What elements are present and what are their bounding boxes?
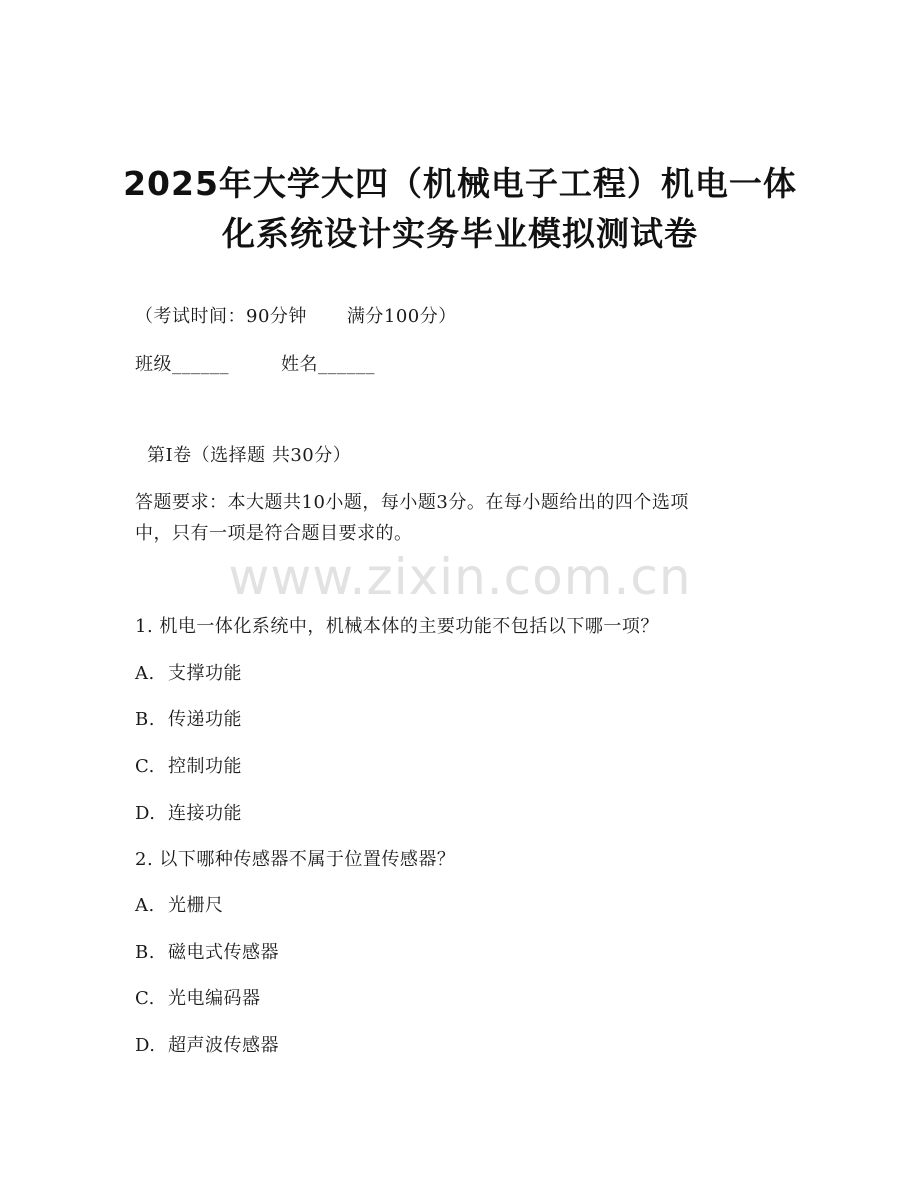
watermark: www.zixin.com.cn (228, 548, 692, 606)
option-text: 传递功能 (168, 709, 242, 730)
option-letter: A. (135, 663, 155, 684)
question-2-option-b (135, 938, 279, 964)
question-1-stem: 1. 机电一体化系统中，机械本体的主要功能不包括以下哪一项？ (135, 616, 659, 637)
question-1-option-c (135, 752, 242, 778)
option-letter: D. (135, 803, 156, 824)
class-field: 班级______ (135, 354, 229, 375)
instruction-line2: 中，只有一项是符合题目要求的。 (135, 523, 413, 544)
option-text: 支撑功能 (168, 663, 242, 684)
option-text: 控制功能 (168, 756, 242, 777)
exam-full-score: 满分100分） (346, 306, 457, 327)
option-text: 光栅尺 (168, 895, 224, 916)
question-2-option-c (135, 984, 261, 1010)
option-letter: C. (135, 756, 155, 777)
exam-title-line2: 化系统设计实务毕业模拟测试卷 (222, 214, 698, 253)
option-letter: A. (135, 895, 155, 916)
option-letter: B. (135, 709, 155, 730)
question-1-option-a (135, 659, 242, 685)
exam-time: （考试时间：90分钟 (135, 306, 307, 327)
question-2-stem: 2. 以下哪种传感器不属于位置传感器？ (135, 849, 456, 870)
exam-title-line1: 2025年大学大四（机械电子工程）机电一体 (123, 164, 797, 203)
option-text: 超声波传感器 (168, 1035, 279, 1056)
name-field: 姓名______ (281, 354, 375, 375)
option-letter: C. (135, 988, 155, 1009)
question-2-option-a (135, 891, 224, 917)
question-1-option-b (135, 705, 242, 731)
section-heading: 第Ⅰ卷（选择题 共30分） (147, 445, 352, 466)
option-text: 光电编码器 (168, 988, 261, 1009)
question-2-option-d (135, 1031, 279, 1057)
exam-info (135, 302, 457, 328)
question-1-option-d (135, 799, 242, 825)
option-letter: D. (135, 1035, 156, 1056)
option-text: 连接功能 (168, 803, 242, 824)
student-info (135, 350, 375, 376)
instruction-line1: 答题要求：本大题共10小题，每小题3分。在每小题给出的四个选项 (135, 492, 689, 513)
option-letter: B. (135, 942, 155, 963)
option-text: 磁电式传感器 (168, 942, 279, 963)
